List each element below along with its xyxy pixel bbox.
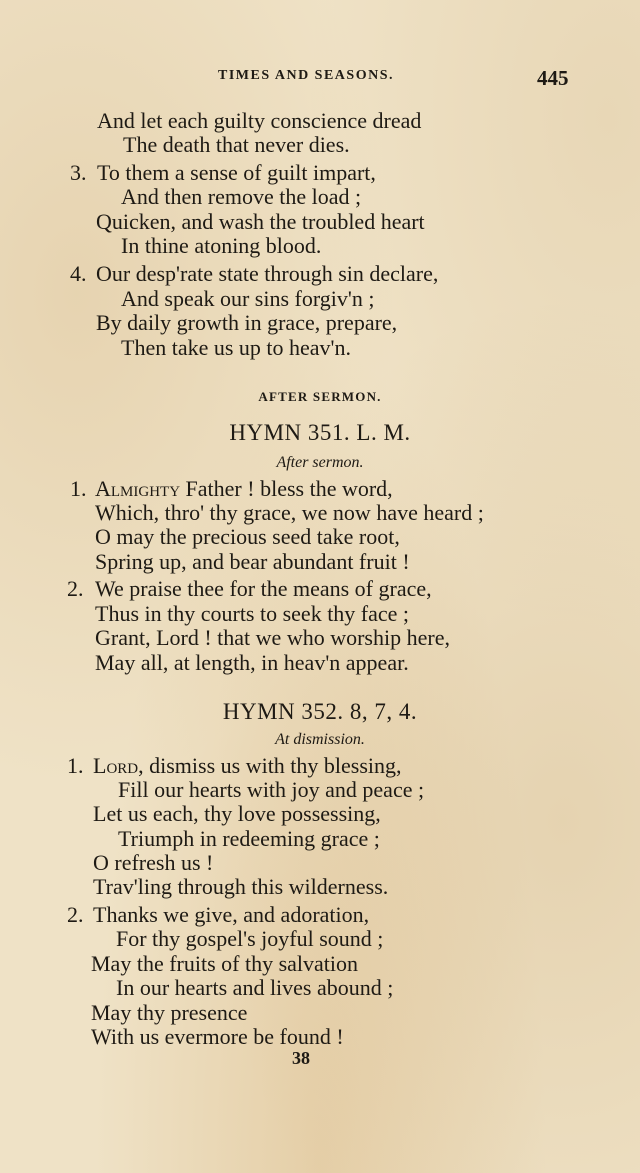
page-number: 445 — [537, 66, 569, 90]
verse-line: Triumph in redeeming grace ; — [118, 826, 380, 851]
verse-line: O refresh us ! — [93, 850, 214, 875]
verse-line: Thus in thy courts to seek thy face ; — [95, 601, 410, 626]
verse-line: May thy presence — [91, 1000, 248, 1025]
verse-line: For thy gospel's joyful sound ; — [116, 926, 384, 951]
verse-line: We praise thee for the means of grace, — [95, 576, 432, 601]
verse-line — [93, 754, 402, 778]
first-word: Almighty — [95, 476, 181, 501]
verse-line: And then remove the load ; — [121, 184, 362, 209]
verse-line: Which, thro' thy grace, we now have heard ; — [95, 500, 484, 525]
stanza-number: 2. — [67, 902, 84, 927]
stanza-number: 2. — [67, 576, 84, 601]
first-word: Lord — [93, 753, 139, 778]
verse-line: Thanks we give, and adoration, — [93, 902, 370, 927]
verse-line: O may the precious seed take root, — [95, 524, 400, 549]
stanza-number: 3. — [70, 160, 87, 185]
line-rest: Father ! bless the word, — [180, 476, 393, 501]
verse-line: Trav'ling through this wilderness. — [93, 874, 389, 899]
verse-line: With us evermore be found ! — [91, 1024, 344, 1049]
verse-line: The death that never dies. — [123, 132, 350, 157]
running-title: TIMES AND SEASONS. — [218, 68, 394, 83]
section-heading: AFTER SERMON. — [258, 389, 382, 404]
verse-line: In our hearts and lives abound ; — [116, 975, 394, 1000]
verse-line: Let us each, thy love possessing, — [93, 801, 381, 826]
verse-line: And let each guilty conscience dread — [97, 108, 422, 133]
hymn-title: HYMN 351. L. M. — [229, 420, 411, 445]
verse-line: In thine atoning blood. — [121, 233, 322, 258]
verse-line: Then take us up to heav'n. — [121, 335, 352, 360]
stanza-number: 1. — [70, 476, 87, 501]
verse-line: Fill our hearts with joy and peace ; — [118, 777, 425, 802]
verse-line: Grant, Lord ! that we who worship here, — [95, 625, 450, 650]
hymn-title: HYMN 352. 8, 7, 4. — [222, 699, 418, 724]
stanza-number: 1. — [67, 753, 84, 778]
hymn-subtitle: After sermon. — [276, 454, 364, 471]
verse-line: Spring up, and bear abundant fruit ! — [95, 549, 410, 574]
verse-line: To them a sense of guilt impart, — [97, 160, 376, 185]
verse-line — [95, 477, 393, 501]
signature-mark: 38 — [292, 1048, 310, 1068]
verse-line: May all, at length, in heav'n appear. — [95, 650, 409, 675]
verse-line: May the fruits of thy salvation — [91, 951, 359, 976]
page-header — [0, 66, 640, 92]
stanza-number: 4. — [70, 261, 87, 286]
verse-line: Our desp'rate state through sin declare, — [96, 261, 439, 286]
hymn-subtitle: At dismission. — [275, 731, 365, 748]
line-rest: , dismiss us with thy blessing, — [138, 753, 402, 778]
verse-line: And speak our sins forgiv'n ; — [121, 286, 375, 311]
verse-line: Quicken, and wash the troubled heart — [96, 209, 425, 234]
verse-line: By daily growth in grace, prepare, — [96, 310, 398, 335]
